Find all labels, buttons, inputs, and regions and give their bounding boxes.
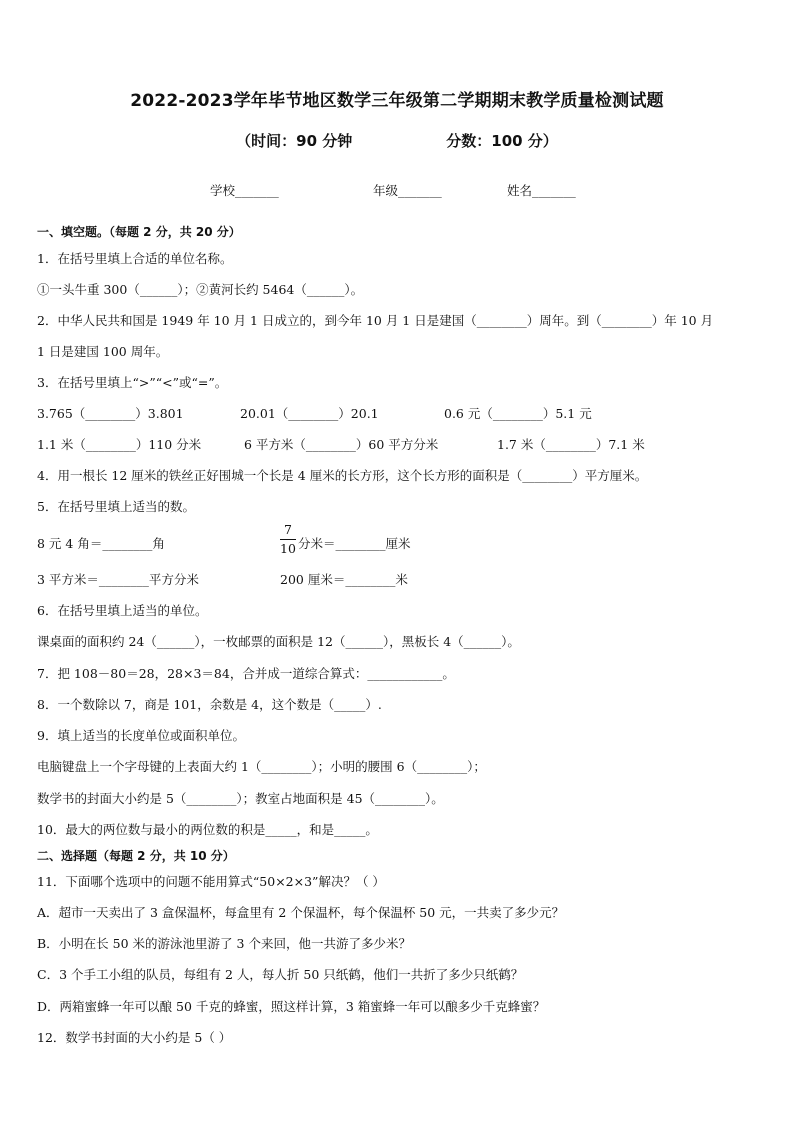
question-10: 10．最大的两位数与最小的两位数的积是_____，和是_____。 [37,822,378,837]
question-3-item: 20.01（________）20.1 [240,406,379,421]
question-5-item-b: 分米＝________厘米 [298,536,411,551]
question-5: 5．在括号里填上适当的数。 [37,499,195,514]
fraction-seven-tenths [280,522,296,557]
section-heading-fill-in: 一、填空题。（每题 2 分，共 20 分） [37,225,241,239]
question-3-item: 0.6 元（________）5.1 元 [444,406,592,421]
page-title: 2022-2023学年毕节地区数学三年级第二学期期末教学质量检测试题 [130,91,664,111]
question-11-option-d: D．两箱蜜蜂一年可以酿 50 千克的蜂蜜，照这样计算，3 箱蜜蜂一年可以酿多少千克蜂蜜？ [37,999,546,1014]
question-4: 4．用一根长 12 厘米的铁丝正好围城一个长是 4 厘米的长方形，这个长方形的面积是（________）平方厘米。 [37,468,648,483]
question-9-line-2: 数学书的封面大小约是 5（________）；教室占地面积是 45（________）。 [37,791,444,806]
question-1-line: ①一头牛重 300（______）；②黄河长约 5464（______）。 [37,282,364,297]
question-5-item-d: 200 厘米＝________米 [280,572,408,587]
question-6-line: 课桌面的面积约 24（______），一枚邮票的面积是 12（______），黑板长 4（______）。 [37,634,520,649]
question-12: 12．数学书封面的大小约是 5（ ） [37,1030,232,1045]
question-5-item-a: 8 元 4 角＝________角 [37,536,165,551]
question-2: 2．中华人民共和国是 1949 年 10 月 1 日成立的，到今年 10 月 1 日是建国（________）周年。到（________）年 10 月 [37,313,714,328]
question-5-item-c: 3 平方米＝________平方分米 [37,572,199,587]
question-3-item: 1.1 米（________）110 分米 [37,437,202,452]
student-info-row [0,181,794,201]
question-11-option-a: A．超市一天卖出了 3 盒保温杯，每盒里有 2 个保温杯，每个保温杯 50 元，一共卖了多少元？ [37,905,565,920]
question-1: 1．在括号里填上合适的单位名称。 [37,251,233,266]
question-7: 7．把 108－80＝28，28×3＝84，合并成一道综合算式：____________。 [37,666,455,681]
question-3-item: 6 平方米（________）60 平方分米 [244,437,439,452]
question-11-option-b: B．小明在长 50 米的游泳池里游了 3 个来回，他一共游了多少米？ [37,936,411,951]
section-heading-choice: 二、选择题（每题 2 分，共 10 分） [37,849,235,863]
question-9: 9．填上适当的长度单位或面积单位。 [37,728,245,743]
question-11-option-c: C．3 个手工小组的队员，每组有 2 人，每人折 50 只纸鹤，他们一共折了多少只纸鹤？ [37,967,524,982]
question-2-continued: 1 日是建国 100 周年。 [37,344,169,359]
question-8: 8．一个数除以 7，商是 101，余数是 4，这个数是（_____）. [37,697,382,712]
grade-field: 年级_______ [373,183,442,198]
question-9-line-1: 电脑键盘上一个字母键的上表面大约 1（________）；小明的腰围 6（________）； [37,759,486,774]
question-3-item: 1.7 米（________）7.1 米 [497,437,645,452]
fraction-bar [280,539,296,540]
question-3-item: 3.765（________）3.801 [37,406,184,421]
page-subtitle: （时间：90 分钟 分数：100 分） [236,132,558,150]
fraction-denominator: 10 [280,541,296,556]
question-11: 11．下面哪个选项中的问题不能用算式“50×2×3”解决？（ ） [37,874,385,889]
question-6: 6．在括号里填上适当的单位。 [37,603,208,618]
school-field: 学校_______ [210,183,279,198]
fraction-numerator: 7 [284,522,292,537]
name-field: 姓名_______ [507,183,576,198]
question-3: 3．在括号里填上“>”“<”或“=”。 [37,375,228,390]
